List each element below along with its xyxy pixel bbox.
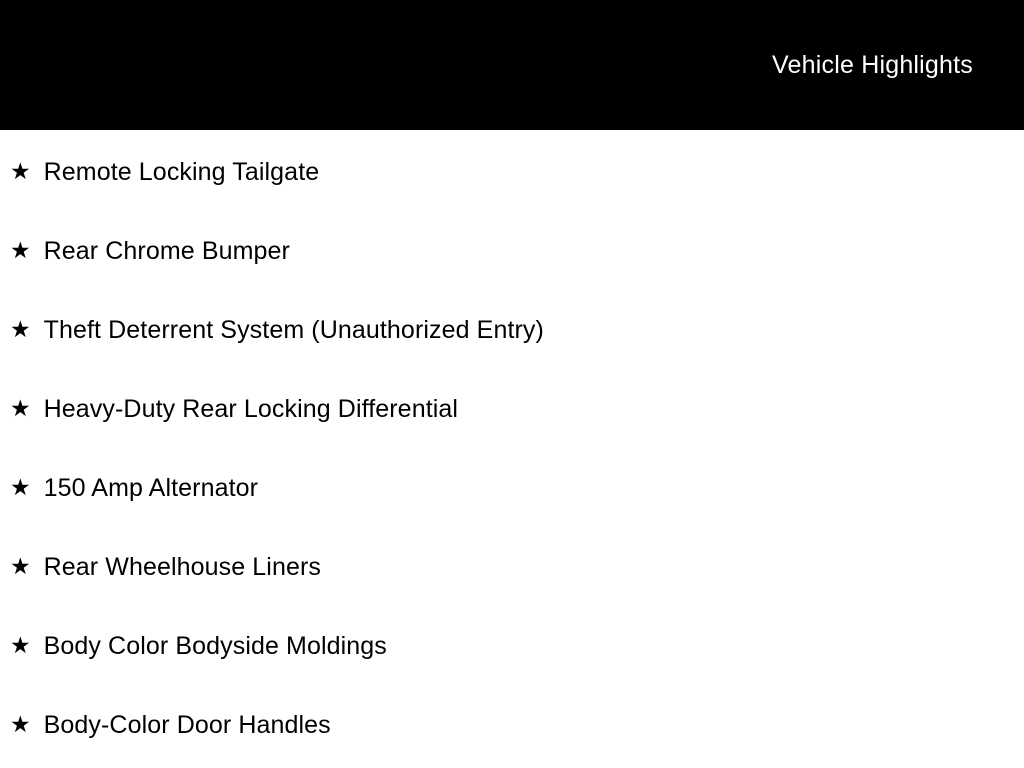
highlights-list [0, 133, 1024, 765]
list-item [0, 607, 1024, 686]
list-item-label: Rear Chrome Bumper [43, 237, 290, 266]
list-item [0, 370, 1024, 449]
star-icon: ★ [10, 475, 31, 501]
star-icon: ★ [10, 712, 31, 738]
list-item-label: Heavy-Duty Rear Locking Differential [43, 395, 459, 424]
list-item [0, 449, 1024, 528]
list-item [0, 528, 1024, 607]
list-item-label: Rear Wheelhouse Liners [43, 553, 321, 582]
list-item [0, 133, 1024, 212]
list-item [0, 686, 1024, 765]
list-item [0, 212, 1024, 291]
list-item-label: 150 Amp Alternator [43, 474, 259, 503]
star-icon: ★ [10, 159, 31, 185]
star-icon: ★ [10, 554, 31, 580]
star-icon: ★ [10, 317, 31, 343]
star-icon: ★ [10, 633, 31, 659]
list-item-label: Body-Color Door Handles [43, 711, 331, 740]
page-title: Vehicle Highlights [772, 50, 973, 79]
list-item-label: Remote Locking Tailgate [43, 158, 320, 187]
header-bar [0, 0, 1024, 130]
star-icon: ★ [10, 238, 31, 264]
list-item-label: Body Color Bodyside Moldings [43, 632, 387, 661]
star-icon: ★ [10, 396, 31, 422]
list-item [0, 291, 1024, 370]
list-item-label: Theft Deterrent System (Unauthorized Entry) [43, 316, 544, 345]
